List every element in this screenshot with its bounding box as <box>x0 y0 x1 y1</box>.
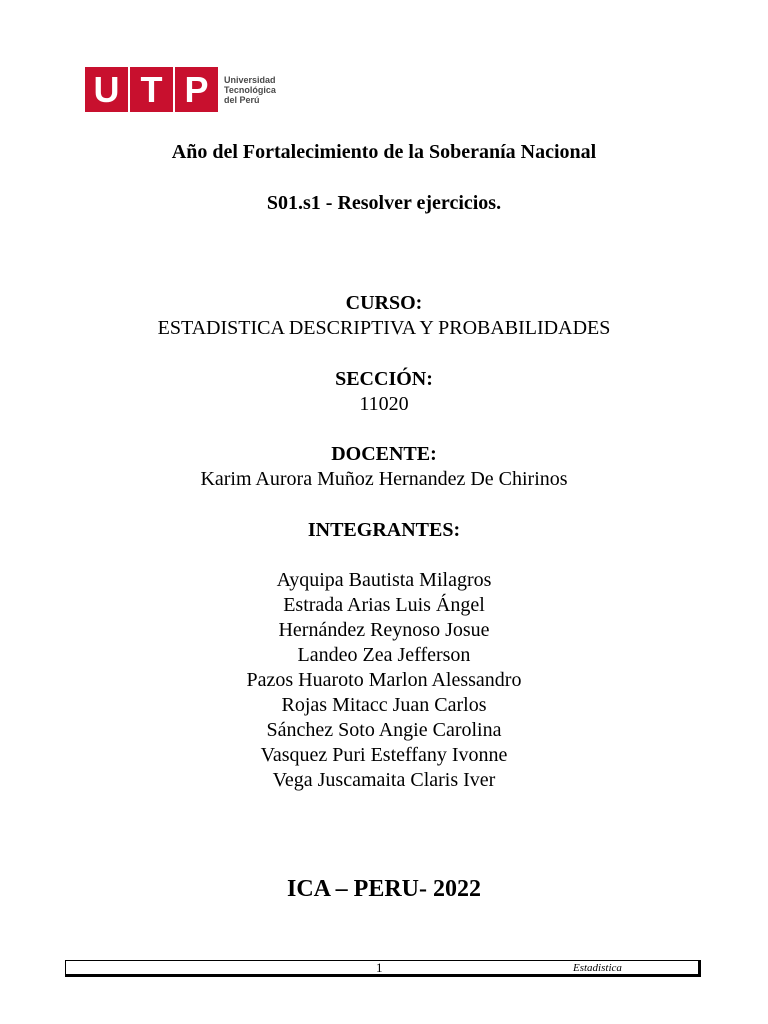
teacher-value: Karim Aurora Muñoz Hernandez De Chirinos <box>200 468 568 490</box>
members-heading-block <box>0 518 768 543</box>
teacher-label: DOCENTE: <box>331 443 437 465</box>
member-name: Sánchez Soto Angie Carolina <box>266 719 502 741</box>
section-block <box>0 367 768 417</box>
member-name: Rojas Mitacc Juan Carlos <box>281 694 487 716</box>
course-block <box>0 291 768 341</box>
utp-logo <box>85 67 276 112</box>
logo-university-name <box>224 75 276 105</box>
utp-logo-block <box>85 67 218 112</box>
members-label: INTEGRANTES: <box>307 519 461 541</box>
member-name: Estrada Arias Luis Ángel <box>283 594 485 616</box>
member-name: Hernández Reynoso Josue <box>278 619 490 641</box>
place-year: ICA – PERU- 2022 <box>286 876 481 902</box>
teacher-block <box>0 442 768 492</box>
member-name: Ayquipa Bautista Milagros <box>276 569 492 591</box>
footer-subject: Estadistica <box>573 962 622 974</box>
section-label: SECCIÓN: <box>335 368 433 390</box>
logo-text-line: Universidad <box>224 74 276 85</box>
course-value: ESTADISTICA DESCRIPTIVA Y PROBABILIDADES <box>157 317 611 339</box>
assignment-title: S01.s1 - Resolver ejercicios. <box>266 192 502 214</box>
members-list <box>0 568 768 793</box>
member-name: Vasquez Puri Esteffany Ivonne <box>260 744 508 766</box>
section-value: 11020 <box>359 393 409 415</box>
logo-letter-p: P <box>184 69 209 110</box>
year-title: Año del Fortalecimiento de la Soberanía Nacional <box>171 141 597 163</box>
page-number: 1 <box>376 960 383 975</box>
member-name: Pazos Huaroto Marlon Alessandro <box>246 669 522 691</box>
logo-letter-u: U <box>93 69 120 110</box>
page-footer <box>65 960 701 977</box>
member-name: Vega Juscamaita Claris Iver <box>272 769 496 791</box>
logo-letter-t: T <box>140 69 163 110</box>
logo-text-line: del Perú <box>224 94 260 105</box>
course-label: CURSO: <box>345 292 423 314</box>
logo-text-line: Tecnológica <box>224 84 276 95</box>
member-name: Landeo Zea Jefferson <box>297 644 471 666</box>
